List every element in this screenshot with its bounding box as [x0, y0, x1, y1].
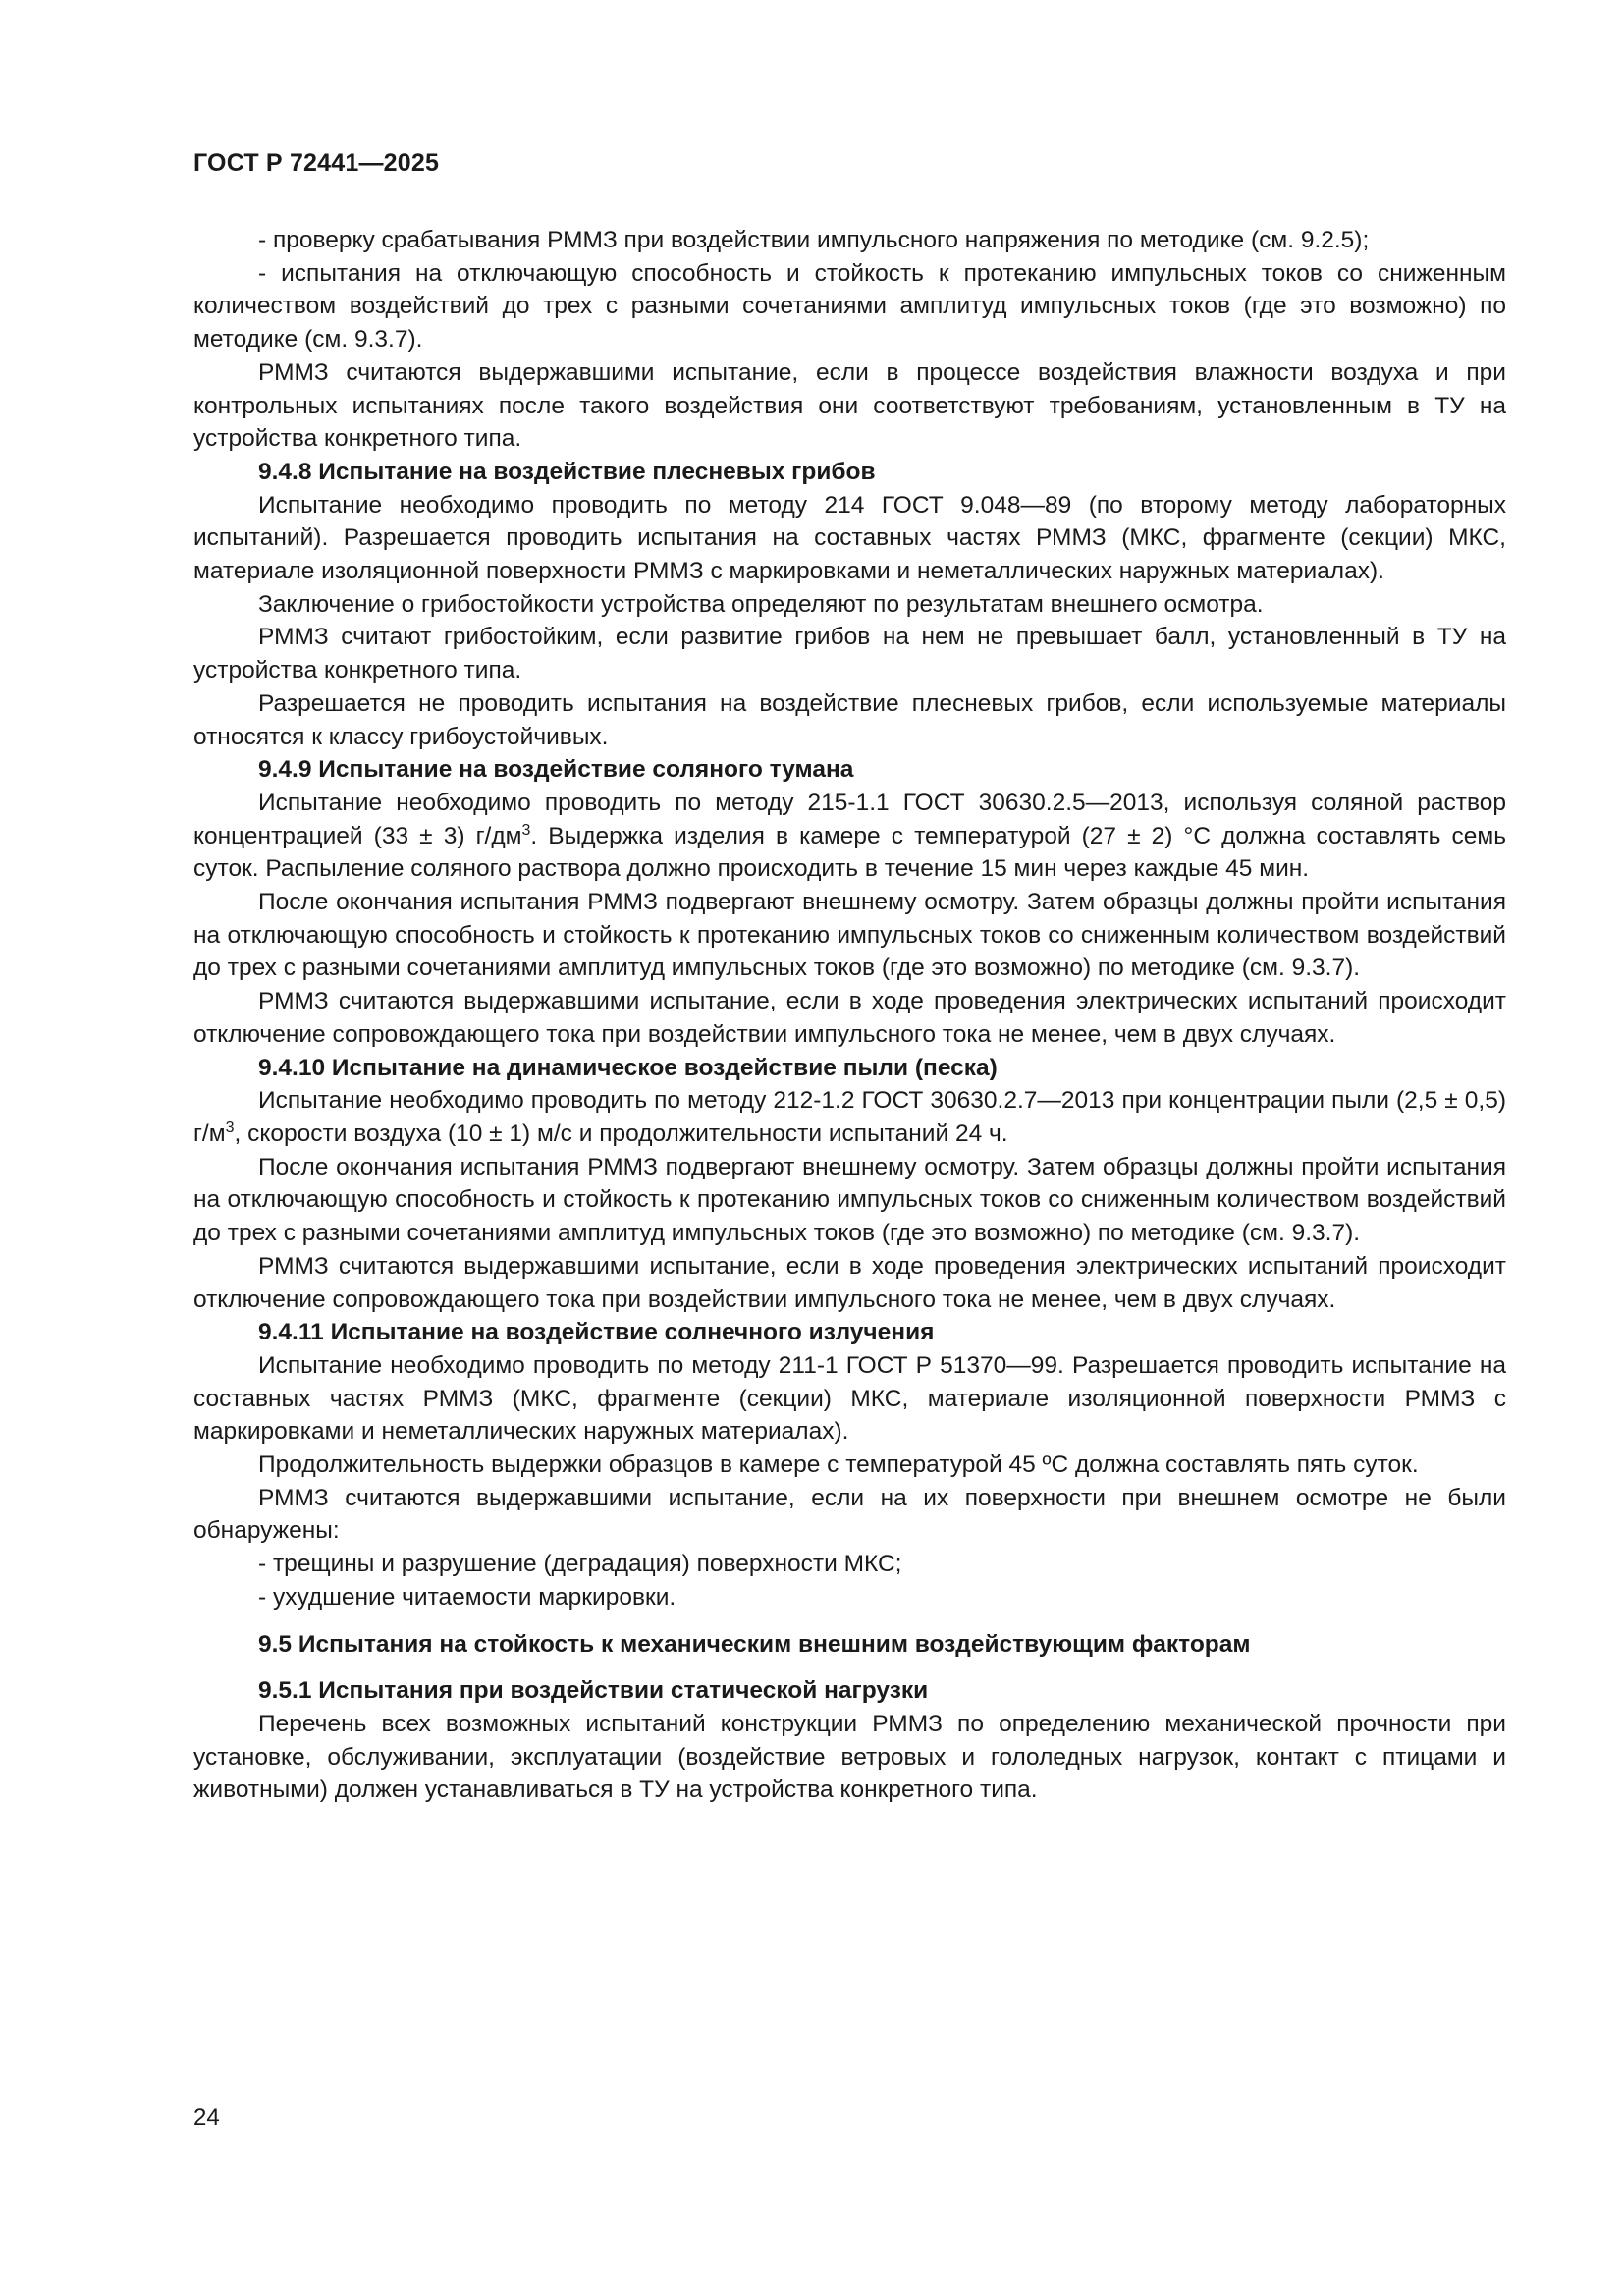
document-header: ГОСТ Р 72441—2025	[193, 149, 440, 177]
page-number: 24	[193, 2105, 220, 2131]
paragraph: Испытание необходимо проводить по методу 214 ГОСТ 9.048—89 (по второму методу лабораторных испытаний). Разрешается проводить испытания на составных частях РММЗ (МКС, фрагменте (секции) МКС, материале изоляционной поверхности РММЗ с маркировками и неметаллических наружных материалах).	[193, 491, 1506, 585]
paragraph: Испытание необходимо проводить по методу 211-1 ГОСТ Р 51370—99. Разрешается проводить испытание на составных частях РММЗ (МКС, фрагменте (секции) МКС, материале изоляционной поверхности РММЗ с маркировками и неметаллических наружных материалах).	[193, 1351, 1506, 1446]
text-run: , скорости воздуха (10 ± 1) м/с и продолжительности испытаний 24 ч.	[234, 1120, 1008, 1147]
paragraph: РММЗ считаются выдержавшими испытание, если в ходе проведения электрических испытаний происходит отключение сопровождающего тока при воздействии импульсного тока не менее, чем в двух случаях.	[193, 1252, 1506, 1313]
list-item: - ухудшение читаемости маркировки.	[258, 1583, 676, 1611]
paragraph: После окончания испытания РММЗ подвергают внешнему осмотру. Затем образцы должны пройти испытания на отключающую способность и стойкость к протеканию импульсных токов со сниженным количеством воздействий до трех с разными сочетаниями амплитуд импульсных токов (где это возможно) по методике (см. 9.3.7).	[193, 1153, 1506, 1247]
paragraph: Заключение о грибостойкости устройства определяют по результатам внешнего осмотра.	[258, 590, 1264, 618]
paragraph: РММЗ считают грибостойким, если развитие грибов на нем не превышает балл, установленный в ТУ на устройства конкретного типа.	[193, 624, 1506, 684]
superscript: 3	[225, 1119, 235, 1136]
text-run: Испытание необходимо проводить по методу 212-1.2 ГОСТ 30630.2.7—2013 при концентрации пыли (2,5 ± 0,5) г/м	[193, 1087, 1506, 1147]
section-heading-9-4-8: 9.4.8 Испытание на воздействие плесневых грибов	[258, 458, 876, 485]
paragraph	[193, 787, 1506, 886]
section-heading-9-4-10: 9.4.10 Испытание на динамическое воздействие пыли (песка)	[258, 1054, 998, 1081]
document-body	[193, 224, 1506, 1807]
superscript: 3	[521, 821, 531, 839]
paragraph: РММЗ считаются выдержавшими испытание, если на их поверхности при внешнем осмотре не были обнаружены:	[193, 1484, 1506, 1545]
list-item: - проверку срабатывания РММЗ при воздействии импульсного напряжения по методике (см. 9.2.5);	[258, 227, 1370, 253]
paragraph: РММЗ считаются выдержавшими испытание, если в процессе воздействия влажности воздуха и при контрольных испытаниях после такого воздействия они соответствуют требованиям, установленным в ТУ на устройства конкретного типа.	[193, 358, 1506, 453]
paragraph: Продолжительность выдержки образцов в камере с температурой 45 ºС должна составлять пять суток.	[258, 1451, 1419, 1479]
text-run: . Выдержка изделия в камере с температурой (27 ± 2) °С должна составлять семь суток. Распыление соляного раствора должно происходить в течение 15 мин через каждые 45 мин.	[193, 822, 1506, 883]
section-heading-9-4-11: 9.4.11 Испытание на воздействие солнечного излучения	[258, 1319, 935, 1346]
list-item: - испытания на отключающую способность и стойкость к протеканию импульсных токов со сниженным количеством воздействий до трех с разными сочетаниями амплитуд импульсных токов (где это возможно) по методике (см. 9.3.7).	[193, 259, 1506, 354]
paragraph: Перечень всех возможных испытаний конструкции РММЗ по определению механической прочности при установке, обслуживании, эксплуатации (воздействие ветровых и гололедных нагрузок, контакт с птицами и животными) должен устанавливаться в ТУ на устройства конкретного типа.	[193, 1710, 1506, 1804]
text-run: Испытание необходимо проводить по методу 215-1.1 ГОСТ 30630.2.5—2013, используя соляной раствор концентрацией (33 ± 3) г/дм	[193, 789, 1506, 849]
section-heading-9-5-1: 9.5.1 Испытания при воздействии статической нагрузки	[258, 1677, 929, 1705]
paragraph	[193, 1084, 1506, 1150]
paragraph: После окончания испытания РММЗ подвергают внешнему осмотру. Затем образцы должны пройти испытания на отключающую способность и стойкость к протеканию импульсных токов со сниженным количеством воздействий до трех с разными сочетаниями амплитуд импульсных токов (где это возможно) по методике (см. 9.3.7).	[193, 889, 1506, 982]
paragraph: РММЗ считаются выдержавшими испытание, если в ходе проведения электрических испытаний происходит отключение сопровождающего тока при воздействии импульсного тока не менее, чем в двух случаях.	[193, 988, 1506, 1048]
section-heading-9-5: 9.5 Испытания на стойкость к механическим внешним воздействующим факторам	[258, 1630, 1251, 1658]
section-heading-9-4-9: 9.4.9 Испытание на воздействие соляного тумана	[258, 756, 854, 784]
paragraph: Разрешается не проводить испытания на воздействие плесневых грибов, если используемые материалы относятся к классу грибоустойчивых.	[193, 689, 1506, 750]
list-item: - трещины и разрушение (деградация) поверхности МКС;	[258, 1551, 902, 1578]
